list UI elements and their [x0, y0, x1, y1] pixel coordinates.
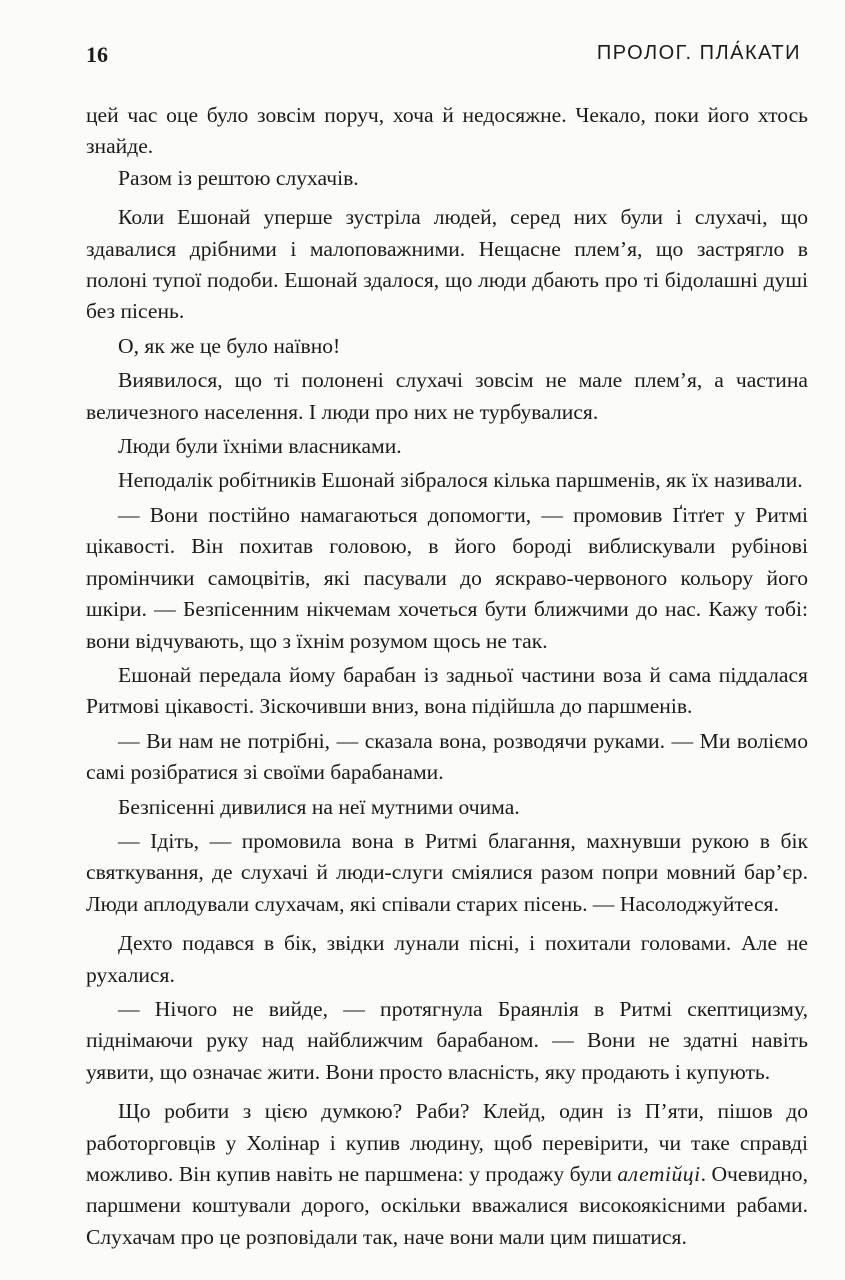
page-number: 16 — [86, 42, 108, 67]
paragraph-text: . Очевидно, паршмени коштували дорого, оскільки вважалися високоякісними рабами. Слухачам про це розповідали так, наче вони мали цим пишатися. — [86, 1162, 808, 1249]
paragraph: — Ідіть, — промовила вона в Ритмі благання, махнувши рукою в бік святкування, де слухачі й люди-слуги сміялися разом попри мовний бар’єр. Люди аплодували слухачам, які співали старих пісень. — Насолоджуйтеся. — [86, 828, 808, 916]
paragraph: Коли Ешонай уперше зустріла людей, серед них були і слухачі, що здавалися дрібними і малоповажними. Нещасне плем’я, що застрягло в полоні тупої подоби. Ешонай здалося, що люди дбають про ті бідолашні душі без пісень. — [86, 205, 808, 324]
paragraph-last — [86, 1096, 808, 1253]
paragraph: Ешонай передала йому барабан із задньої частини воза й сама піддалася Ритмові цікавості. Зіскочивши вниз, вона підійшла до паршменів. — [86, 662, 808, 719]
paragraph: Дехто подався в бік, звідки лунали пісні, і похитали головами. Але не рухалися. — [86, 931, 808, 987]
paragraph: Безпісенні дивилися на неї мутними очима. — [118, 794, 520, 819]
italic-term: алетійці — [617, 1162, 701, 1186]
paragraph: — Нічого не вийде, — протягнула Браянлія в Ритмі скептицизму, піднімаючи руку над найближчим барабаном. — Вони не здатні навіть уявити, що означає жити. Вони просто власність, яку продають і купують. — [86, 996, 808, 1084]
paragraph: О, як же це було наївно! — [118, 333, 341, 358]
page-header — [86, 42, 801, 76]
paragraph: Люди були їхніми власниками. — [118, 434, 402, 459]
paragraph: Виявилося, що ті полонені слухачі зовсім не мале плем’я, а частина величезного населення. І люди про них не турбувалися. — [86, 368, 808, 424]
paragraph: — Ви нам не потрібні, — сказала вона, розводячи руками. — Ми воліємо самі розібратися зі своїми барабанами. — [86, 728, 808, 785]
paragraph: — Вони постійно намагаються допомогти, — промовив Ґітґет у Ритмі цікавості. Він похитав головою, в його бороді виблискували рубінові промінчики самоцвітів, які пасували до яскраво-червоного кольору його шкіри. — Безпісенним нікчемам хочеться бути ближчими до нас. Кажу тобі: вони відчувають, що з їхнім розумом щось не так. — [86, 502, 808, 653]
running-head: ПРОЛОГ. ПЛА́КАТИ — [596, 42, 801, 64]
body-text — [86, 100, 808, 1253]
paragraph: цей час оце було зовсім поруч, хоча й недосяжне. Чекало, поки його хтось знайде. — [86, 103, 808, 159]
paragraph: Разом із рештою слухачів. — [118, 165, 359, 190]
paragraph: Неподалік робітників Ешонай зібралося кілька паршменів, як їх називали. — [118, 468, 803, 493]
paragraph-text: Що робити з цією думкою? Раби? Клейд, один із П’яти, пішов до работорговців у Холінар і купив людину, щоб перевірити, чи таке справді можливо. Він купив навіть не паршмена: у продажу були — [86, 1099, 808, 1186]
